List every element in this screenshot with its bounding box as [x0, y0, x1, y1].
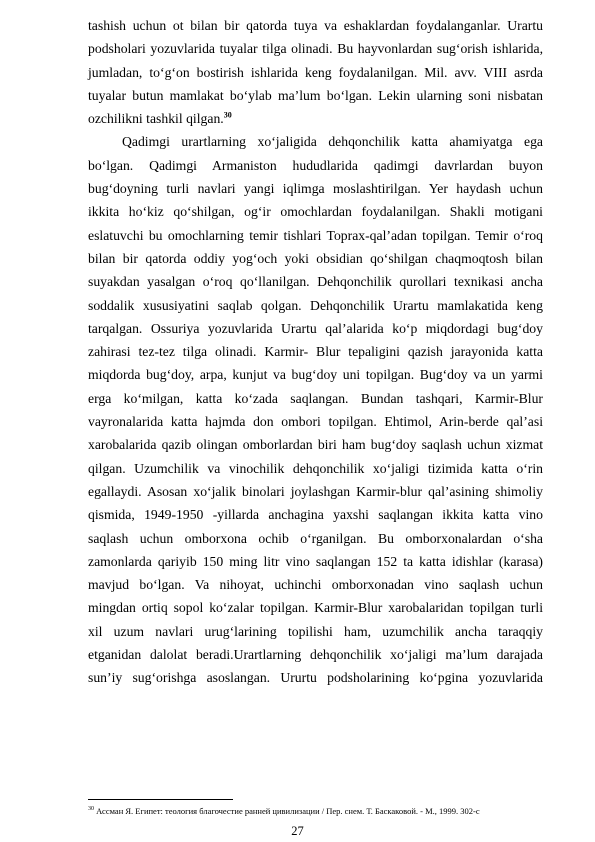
text-line: egallaydi. Asosan xo‘jalik binolari joylashgan Karmir-blur qal’asining shimoliy: [88, 483, 543, 499]
text-line: tarqalgan. Ossuriya yozuvlarida Urartu qal’alarida ko‘p miqdordagi bug‘doy: [88, 320, 543, 336]
footnote-reference: 30: [223, 110, 232, 120]
text-line: xil uzum navlari urug‘larining topilishi ham, uzumchilik ancha taraqqiy: [88, 623, 543, 639]
text-line: bug‘doyning turli navlari yangi iqlimga moslashtirilgan. Yer haydash uchun: [88, 181, 543, 197]
text-line: suyakdan yasalgan o‘roq qo‘llanilgan. Dehqonchilik qurollari texnikasi ancha: [88, 274, 543, 290]
text-line: xarobalarida qazib olingan omborlardan biri ham bug‘doy saqlash uchun xizmat: [88, 437, 543, 453]
footnote-number: 30: [88, 806, 94, 812]
footnote-divider: [88, 799, 233, 800]
text-line: ozchilikni tashkil qilgan.: [88, 111, 224, 127]
text-line: qilgan. Uzumchilik va vinochilik dehqonchilik xo‘jaligi tizimida katta o‘rin: [88, 460, 543, 476]
text-line: vayronalarida katta hajmda don ombori topilgan. Ehtimol, Arin-berde qal’asi: [88, 414, 543, 430]
text-line: tuyalar butun mamlakat bo‘ylab ma’lum bo‘lgan. Lekin ularning soni nisbatan: [88, 87, 543, 103]
paragraph-start-line: Qadimgi urartlarning xo‘jaligida dehqonchilik katta ahamiyatga ega: [122, 134, 543, 150]
text-line: podsholari yozuvlarida tuyalar tilga olinadi. Bu hayvonlardan sug‘orish ishlarida,: [88, 41, 543, 57]
text-line: bo‘lgan. Qadimgi Armaniston hududlarida qadimgi davrlardan buyon: [88, 157, 543, 173]
footnote-text: Ассман Я. Египет: теология благочестие ранней цивилизации / Пер. снем. Т. Баскаковой. - М., 1999. 302-с: [96, 805, 480, 816]
page-number: 27: [291, 824, 304, 838]
text-line: soddalik xususiyatini saqlab qolgan. Dehqonchilik Urartu mamlakatida keng: [88, 297, 543, 313]
footnote: [88, 804, 558, 816]
text-line: qismida, 1949-1950 -yillarda anchagina yaxshi saqlangan ikkita katta vino: [88, 507, 543, 523]
page-body: [88, 14, 543, 690]
text-line: miqdorda bug‘doy, arpa, kunjut va bug‘doy uni topilgan. Bug‘doy va un yarmi: [88, 367, 543, 383]
text-line: mingdan ortiq sopol ko‘zalar topilgan. Karmir-Blur xarobalaridan topilgan turli: [88, 600, 543, 616]
text-line: sun’iy sug‘orishga asoslangan. Ururtu podsholarining ko‘pgina yozuvlarida: [88, 670, 543, 686]
text-line: tashish uchun ot bilan bir qatorda tuya va eshaklardan foydalanganlar. Urartu: [88, 18, 543, 33]
text-line: zamonlarda qariyib 150 ming litr vino saqlangan 152 ta katta idishlar (karasa): [88, 553, 543, 569]
text-line: jumladan, to‘g‘on bostirish ishlarida keng foydalanilgan. Mil. avv. VIII asrda: [88, 64, 543, 80]
text-line: etganidan dalolat beradi.Urartlarning dehqonchilik xo‘jaligi ma’lum darajada: [88, 647, 543, 663]
text-line: eslatuvchi bu omochlarning temir tishlari Toprax-qal’adan topilgan. Temir o‘roq: [88, 227, 543, 243]
text-line: ikkita ho‘kiz qo‘shilgan, og‘ir omochlardan foydalanilgan. Shakli motigani: [88, 204, 543, 220]
text-line: erga ko‘milgan, katta ko‘zada saqlangan. Bundan tashqari, Karmir-Blur: [88, 390, 543, 406]
text-line: mavjud bo‘lgan. Va nihoyat, uchinchi omborxonadan vino saqlash uchun: [88, 577, 543, 593]
text-line-with-footnote: [88, 107, 543, 130]
text-line: zahirasi tez-tez tilga olinadi. Karmir- Blur tepaligini qazish jarayonida katta: [88, 344, 543, 360]
text-line: bilan bir qatorda oddiy yog‘och yoki obsidian qo‘shilgan chaqmoqtosh bilan: [88, 250, 543, 266]
text-line: saqlash uchun omborxona ochib o‘rganilgan. Bu omborxonalardan o‘sha: [88, 530, 543, 546]
